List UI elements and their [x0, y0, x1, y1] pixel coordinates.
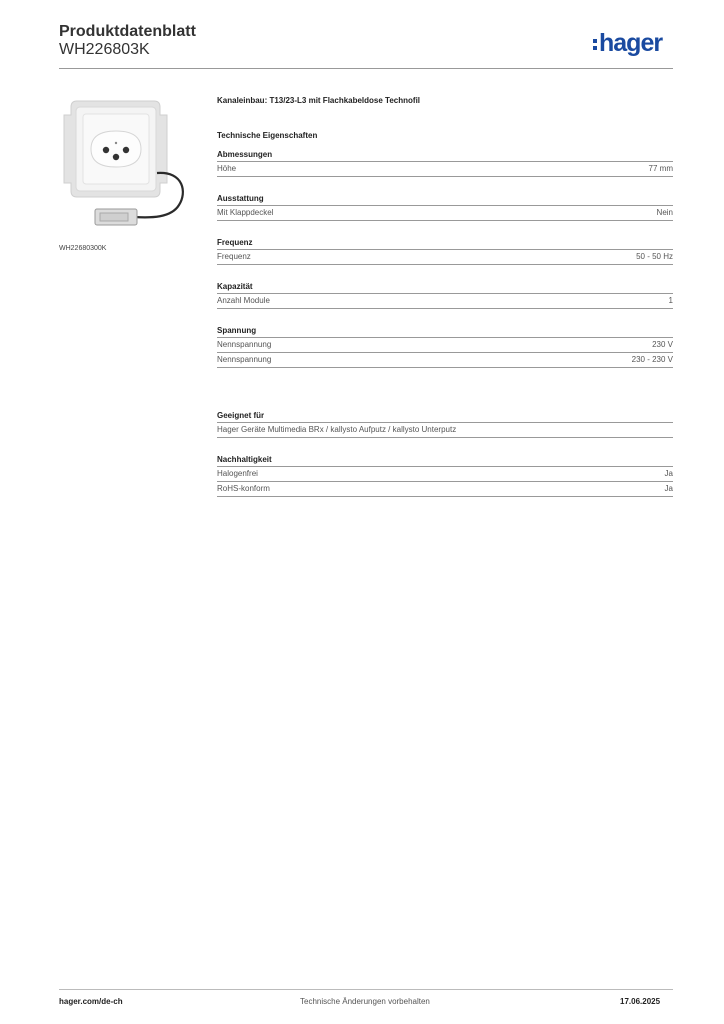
spec-label: Frequenz	[217, 252, 251, 261]
spec-row	[217, 423, 673, 438]
image-caption: WH22680300K	[59, 245, 107, 252]
footer-website-link[interactable]: hager.com/de-ch	[59, 997, 123, 1006]
footer-date: 17.06.2025	[620, 997, 661, 1006]
spec-row	[217, 338, 673, 353]
footer-divider	[59, 989, 673, 990]
spec-row	[217, 294, 673, 309]
product-name: Kanaleinbau: T13/23-L3 mit Flachkabeldose Technofil	[217, 96, 421, 105]
page-title: Produktdatenblatt	[59, 23, 196, 40]
spec-value: 1	[668, 296, 673, 305]
product-image	[59, 93, 202, 238]
group-spannung	[217, 326, 673, 368]
spec-value: 230 - 230 V	[631, 355, 673, 364]
group-title: Abmessungen	[217, 150, 673, 162]
group-title: Frequenz	[217, 238, 673, 250]
spec-row	[217, 206, 673, 221]
spec-label: Anzahl Module	[217, 296, 270, 305]
group-title: Geeignet für	[217, 411, 673, 423]
group-kapazitaet	[217, 282, 673, 309]
logo-dots	[593, 39, 597, 50]
spec-label: RoHS-konform	[217, 484, 270, 493]
spec-row	[217, 250, 673, 265]
logo-text: hager	[599, 29, 663, 57]
spec-value: Nein	[656, 208, 673, 217]
spec-label: Nennspannung	[217, 340, 272, 349]
group-nachhaltigkeit	[217, 455, 673, 497]
hager-logo	[593, 28, 675, 58]
group-title: Spannung	[217, 326, 673, 338]
spec-label: Halogenfrei	[217, 469, 258, 478]
spec-value: 50 - 50 Hz	[636, 252, 673, 261]
group-title: Nachhaltigkeit	[217, 455, 673, 467]
spec-label: Hager Geräte Multimedia BRx / kallysto Aufputz / kallysto Unterputz	[217, 425, 457, 434]
group-abmessungen	[217, 150, 673, 177]
spec-value: 230 V	[652, 340, 673, 349]
spec-value: Ja	[664, 484, 673, 493]
spec-value: 77 mm	[648, 164, 673, 173]
spec-section	[217, 96, 673, 497]
spec-row	[217, 467, 673, 482]
group-title: Ausstattung	[217, 194, 673, 206]
spec-row	[217, 353, 673, 368]
group-ausstattung	[217, 194, 673, 221]
spec-label: Mit Klappdeckel	[217, 208, 274, 217]
spec-row	[217, 482, 673, 497]
product-code: WH226803K	[59, 41, 150, 58]
header-divider	[59, 68, 673, 69]
group-frequenz	[217, 238, 673, 265]
group-title: Kapazität	[217, 282, 673, 294]
spec-label: Höhe	[217, 164, 237, 173]
group-geeignet-fuer	[217, 411, 673, 438]
section-heading: Technische Eigenschaften	[217, 131, 318, 140]
spec-value: Ja	[664, 469, 673, 478]
footer-note: Technische Änderungen vorbehalten	[300, 997, 430, 1006]
spec-label: Nennspannung	[217, 355, 272, 364]
spec-row	[217, 162, 673, 177]
